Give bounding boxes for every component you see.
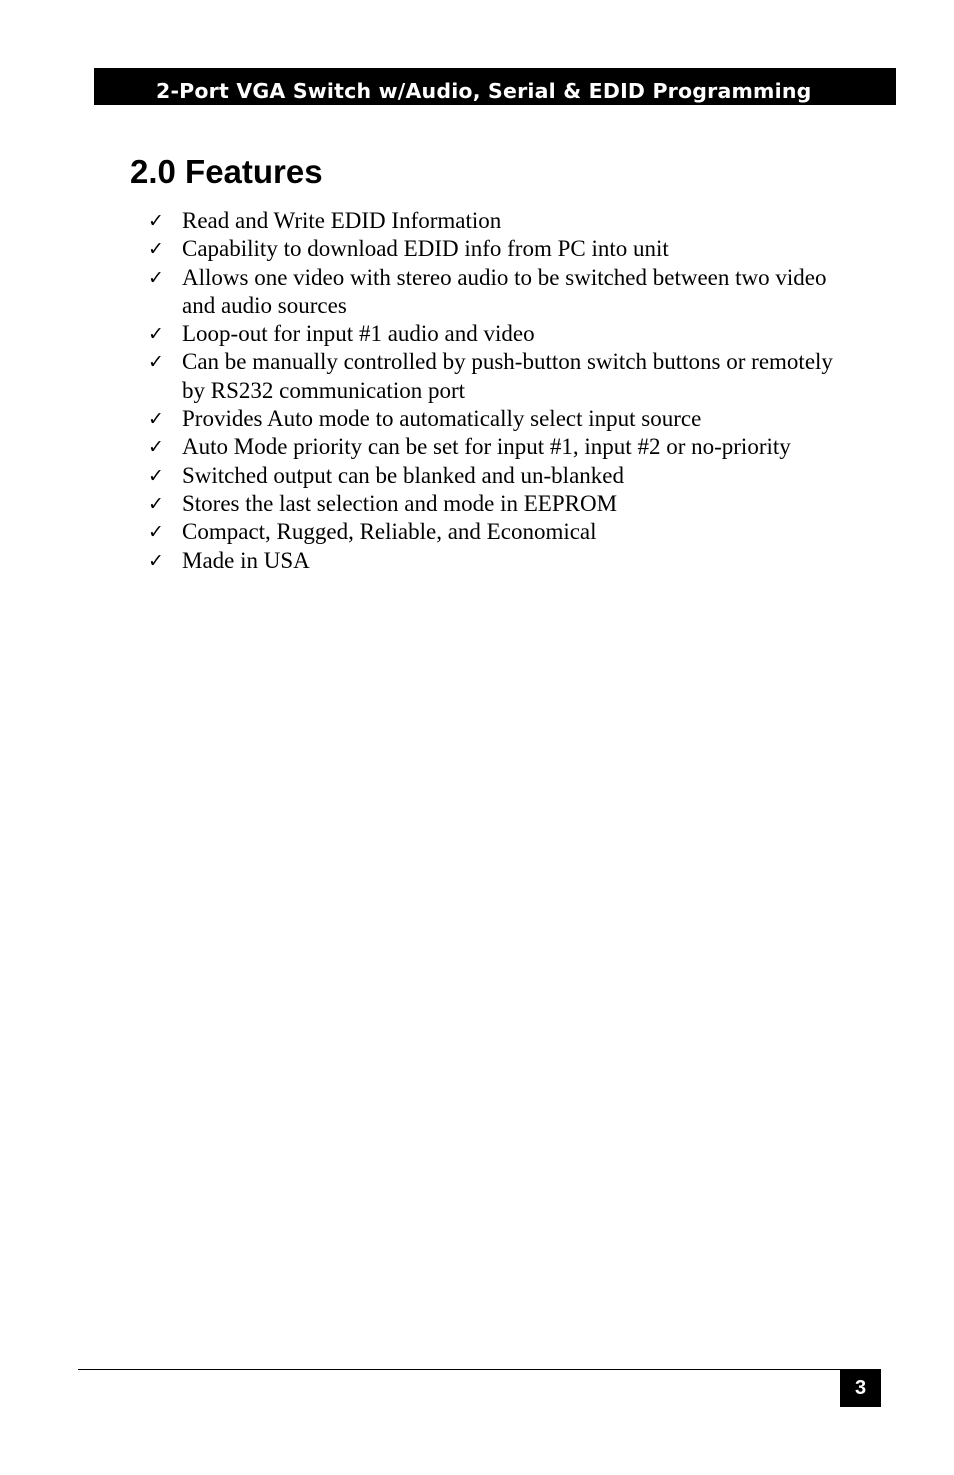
checkmark-icon: ✓	[148, 492, 164, 515]
section-heading: 2.0 Features	[130, 153, 323, 190]
feature-item	[148, 235, 848, 263]
feature-item	[148, 207, 848, 235]
feature-item	[148, 405, 848, 433]
checkmark-icon: ✓	[148, 408, 164, 431]
feature-text: Loop-out for input #1 audio and video	[182, 321, 535, 347]
feature-text: Switched output can be blanked and un-blanked	[182, 462, 624, 488]
feature-text: Auto Mode priority can be set for input #1, input #2 or no-priority	[182, 434, 791, 460]
feature-list	[148, 207, 848, 575]
feature-item	[148, 264, 848, 321]
feature-text: Provides Auto mode to automatically select input source	[182, 406, 702, 432]
feature-item	[148, 547, 848, 575]
feature-text: Compact, Rugged, Reliable, and Economical	[182, 519, 597, 545]
checkmark-icon: ✓	[148, 323, 164, 346]
page-number: 3	[840, 1369, 881, 1407]
checkmark-icon: ✓	[148, 436, 164, 459]
checkmark-icon: ✓	[148, 210, 164, 232]
feature-text: Made in USA	[182, 547, 310, 573]
feature-text: Allows one video with stereo audio to be switched between two video and audio sources	[182, 264, 827, 318]
feature-text: Capability to download EDID info from PC into unit	[182, 236, 669, 262]
header-title: 2-Port VGA Switch w/Audio, Serial & EDID Programming	[156, 79, 812, 103]
feature-text: Can be manually controlled by push-button switch buttons or remotely by RS232 communication port	[182, 349, 833, 403]
feature-text: Read and Write EDID Information	[182, 208, 502, 233]
feature-item	[148, 320, 848, 348]
feature-item	[148, 433, 848, 461]
checkmark-icon: ✓	[148, 549, 164, 572]
checkmark-icon: ✓	[148, 521, 164, 544]
header-bar	[94, 68, 896, 105]
checkmark-icon: ✓	[148, 266, 164, 289]
checkmark-icon: ✓	[148, 464, 164, 487]
feature-text: Stores the last selection and mode in EEPROM	[182, 490, 618, 516]
feature-item	[148, 518, 848, 546]
checkmark-icon: ✓	[148, 351, 164, 374]
checkmark-icon: ✓	[148, 238, 164, 261]
feature-item	[148, 462, 848, 490]
footer-rule	[78, 1369, 881, 1370]
feature-item	[148, 348, 848, 405]
feature-item	[148, 490, 848, 518]
